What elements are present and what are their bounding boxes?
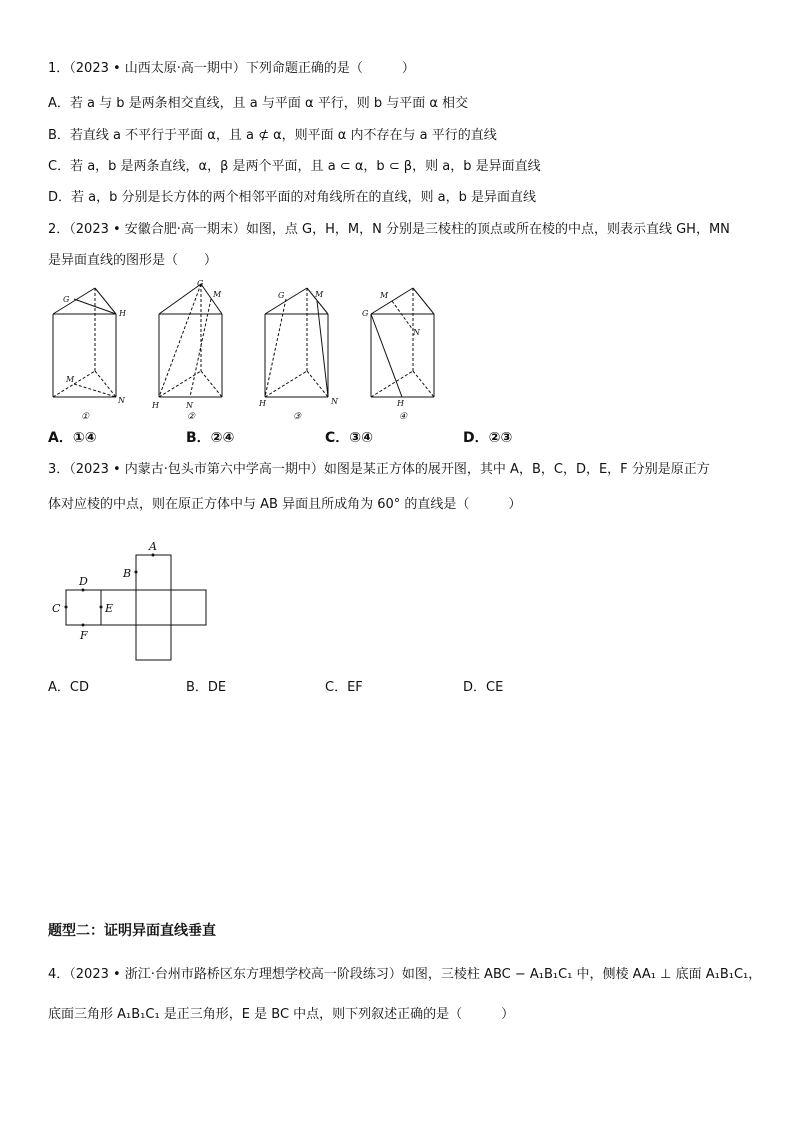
q2-stem-line2: 是异面直线的图形是（ ） [48, 253, 218, 268]
fig2-label-g: G [197, 279, 204, 288]
prism-figure-2 [159, 284, 222, 397]
q4-stem-line2: 底面三角形 A₁B₁C₁ 是正三角形，E 是 BC 中点，则下列叙述正确的是（ ） [48, 1007, 515, 1022]
fig2-label-n: N [186, 401, 193, 410]
fig2-label-m: M [213, 290, 222, 299]
q3-option-a: A．CD [48, 680, 89, 695]
fig4-label-n: N [413, 328, 420, 337]
prism-figure-3 [265, 288, 328, 397]
fig4-label-m: M [380, 291, 389, 300]
q1-option-c: C．若 a，b 是两条直线，α，β 是两个平面，且 a ⊂ α，b ⊂ β，则 a，b 是异面直线 [48, 159, 541, 174]
figure-number-4: ④ [399, 412, 408, 422]
fig1-label-h: H [119, 309, 126, 318]
net-label-c: C [52, 602, 61, 615]
fig3-label-m: M [315, 290, 324, 299]
fig3-label-g: G [278, 291, 285, 300]
figure-number-3: ③ [293, 412, 302, 422]
net-label-a: A [149, 540, 157, 553]
q2-prism-figures [0, 278, 794, 428]
fig2-label-h: H [152, 401, 159, 410]
fig1-label-n: N [118, 396, 125, 405]
net-label-d: D [79, 575, 88, 588]
q2-option-c: C．③④ [325, 430, 373, 446]
section-title: 题型二：证明异面直线垂直 [48, 923, 216, 939]
q3-option-d: D．CE [463, 680, 504, 695]
prism-figure-1 [53, 288, 116, 397]
prism-figure-4 [371, 288, 434, 397]
q2-stem-line1: 2．（2023 • 安徽合肥·高一期末）如图，点 G，H，M，N 分别是三棱柱的顶点或所在棱的中点，则表示直线 GH，MN [48, 222, 730, 237]
figure-number-1: ① [81, 412, 90, 422]
net-label-e: E [105, 602, 114, 615]
fig4-label-h: H [397, 399, 404, 408]
q2-option-a: A．①④ [48, 430, 97, 446]
figure-number-2: ② [187, 412, 196, 422]
q3-option-c: C．EF [325, 680, 363, 695]
net-label-f: F [80, 629, 88, 642]
q4-stem-line1: 4．（2023 • 浙江·台州市路桥区东方理想学校高一阶段练习）如图，三棱柱 ABC − A₁B₁C₁ 中，侧棱 AA₁ ⊥ 底面 A₁B₁C₁， [48, 967, 762, 982]
q3-stem-line2: 体对应棱的中点，则在原正方体中与 AB 异面且所成角为 60° 的直线是（ ） [48, 497, 522, 512]
q1-option-b: B．若直线 a 不平行于平面 α，且 a ⊄ α，则平面 α 内不存在与 a 平行的直线 [48, 128, 497, 143]
q2-option-d: D．②③ [463, 430, 513, 446]
q3-option-b: B．DE [186, 680, 227, 695]
fig3-label-h: H [259, 399, 266, 408]
q1-option-d: D．若 a，b 分别是长方体的两个相邻平面的对角线所在的直线，则 a，b 是异面直线 [48, 190, 536, 205]
q2-option-b: B．②④ [186, 430, 235, 446]
q3-stem-line1: 3．（2023 • 内蒙古·包头市第六中学高一期中）如图是某正方体的展开图，其中 A，B，C，D，E，F 分别是原正方 [48, 462, 710, 477]
fig3-label-n: N [331, 397, 338, 406]
q1-stem: 1．（2023 • 山西太原·高一期中）下列命题正确的是（ ） [48, 61, 415, 76]
fig4-label-g: G [362, 309, 369, 318]
q1-option-a: A．若 a 与 b 是两条相交直线，且 a 与平面 α 平行，则 b 与平面 α 相交 [48, 96, 469, 111]
q3-cube-net-figure [45, 535, 265, 670]
fig1-label-g: G [63, 295, 70, 304]
fig1-label-m: M [66, 375, 75, 384]
net-label-b: B [123, 567, 132, 580]
